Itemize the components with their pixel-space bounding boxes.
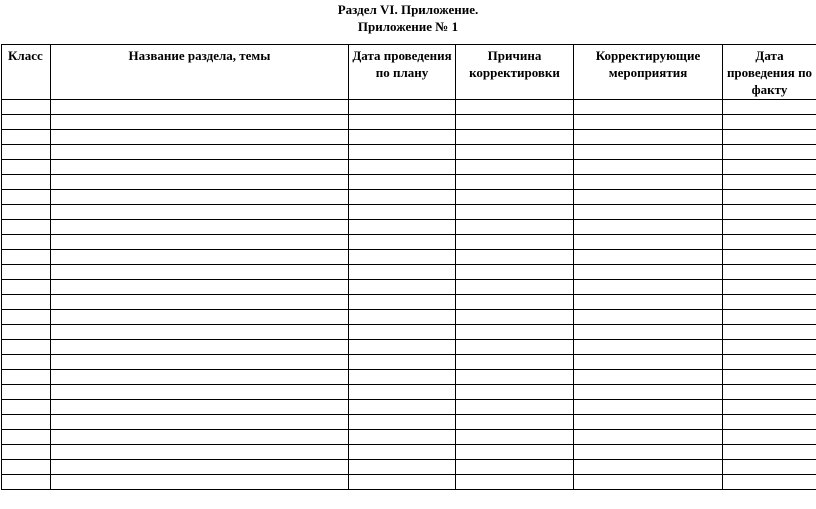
table-row (2, 280, 816, 295)
header-row (2, 45, 816, 100)
table-row (2, 370, 816, 385)
cell-corrective-measures (574, 205, 723, 220)
cell-class (2, 205, 51, 220)
cell-correction-reason (456, 415, 574, 430)
cell-topic (51, 445, 349, 460)
table-row (2, 235, 816, 250)
cell-planned-date (349, 460, 456, 475)
cell-class (2, 235, 51, 250)
table-row (2, 295, 816, 310)
cell-class (2, 385, 51, 400)
table-row (2, 190, 816, 205)
cell-actual-date (723, 325, 816, 340)
cell-actual-date (723, 190, 816, 205)
cell-topic (51, 220, 349, 235)
cell-actual-date (723, 385, 816, 400)
table-row (2, 175, 816, 190)
table-row (2, 415, 816, 430)
cell-topic (51, 130, 349, 145)
cell-planned-date (349, 325, 456, 340)
cell-correction-reason (456, 295, 574, 310)
cell-class (2, 280, 51, 295)
cell-actual-date (723, 445, 816, 460)
cell-corrective-measures (574, 220, 723, 235)
cell-planned-date (349, 265, 456, 280)
cell-correction-reason (456, 265, 574, 280)
table-body (2, 100, 816, 490)
cell-actual-date (723, 145, 816, 160)
cell-correction-reason (456, 340, 574, 355)
table-row (2, 250, 816, 265)
table-row (2, 430, 816, 445)
cell-planned-date (349, 295, 456, 310)
cell-class (2, 355, 51, 370)
cell-actual-date (723, 415, 816, 430)
header-corrective-measures: Корректирующие мероприятия (574, 45, 723, 100)
cell-actual-date (723, 340, 816, 355)
cell-planned-date (349, 280, 456, 295)
cell-topic (51, 115, 349, 130)
cell-topic (51, 355, 349, 370)
cell-correction-reason (456, 220, 574, 235)
cell-actual-date (723, 295, 816, 310)
cell-corrective-measures (574, 235, 723, 250)
cell-actual-date (723, 265, 816, 280)
cell-topic (51, 190, 349, 205)
cell-planned-date (349, 445, 456, 460)
table-row (2, 100, 816, 115)
cell-class (2, 145, 51, 160)
cell-class (2, 460, 51, 475)
cell-planned-date (349, 100, 456, 115)
cell-actual-date (723, 475, 816, 490)
table-row (2, 340, 816, 355)
cell-correction-reason (456, 130, 574, 145)
cell-class (2, 220, 51, 235)
cell-class (2, 115, 51, 130)
cell-actual-date (723, 400, 816, 415)
cell-corrective-measures (574, 280, 723, 295)
cell-topic (51, 400, 349, 415)
cell-topic (51, 310, 349, 325)
cell-planned-date (349, 235, 456, 250)
cell-class (2, 325, 51, 340)
cell-planned-date (349, 415, 456, 430)
cell-topic (51, 235, 349, 250)
cell-correction-reason (456, 190, 574, 205)
table-row (2, 115, 816, 130)
cell-corrective-measures (574, 430, 723, 445)
table-row (2, 265, 816, 280)
cell-correction-reason (456, 280, 574, 295)
cell-corrective-measures (574, 460, 723, 475)
cell-planned-date (349, 250, 456, 265)
cell-correction-reason (456, 370, 574, 385)
cell-corrective-measures (574, 325, 723, 340)
cell-planned-date (349, 205, 456, 220)
cell-planned-date (349, 160, 456, 175)
cell-actual-date (723, 235, 816, 250)
cell-corrective-measures (574, 100, 723, 115)
appendix-title: Приложение № 1 (357, 19, 459, 34)
cell-actual-date (723, 460, 816, 475)
cell-class (2, 475, 51, 490)
cell-correction-reason (456, 175, 574, 190)
table-row (2, 160, 816, 175)
cell-actual-date (723, 100, 816, 115)
cell-topic (51, 175, 349, 190)
cell-correction-reason (456, 325, 574, 340)
cell-actual-date (723, 250, 816, 265)
cell-planned-date (349, 385, 456, 400)
cell-class (2, 100, 51, 115)
cell-corrective-measures (574, 385, 723, 400)
cell-corrective-measures (574, 400, 723, 415)
cell-class (2, 190, 51, 205)
cell-actual-date (723, 370, 816, 385)
header-topic: Название раздела, темы (51, 45, 349, 100)
header-correction-reason: Причина корректировки (456, 45, 574, 100)
cell-class (2, 400, 51, 415)
table-row (2, 460, 816, 475)
header-actual-date: Дата проведения по факту (723, 45, 816, 100)
table-row (2, 325, 816, 340)
cell-corrective-measures (574, 250, 723, 265)
table-row (2, 445, 816, 460)
cell-actual-date (723, 130, 816, 145)
table-row (2, 400, 816, 415)
cell-corrective-measures (574, 355, 723, 370)
cell-planned-date (349, 310, 456, 325)
cell-planned-date (349, 190, 456, 205)
cell-topic (51, 340, 349, 355)
correction-table (1, 44, 816, 490)
cell-corrective-measures (574, 145, 723, 160)
table-row (2, 205, 816, 220)
cell-class (2, 265, 51, 280)
cell-actual-date (723, 280, 816, 295)
cell-class (2, 310, 51, 325)
cell-corrective-measures (574, 295, 723, 310)
cell-topic (51, 415, 349, 430)
header-planned-date: Дата проведения по плану (349, 45, 456, 100)
cell-corrective-measures (574, 415, 723, 430)
cell-topic (51, 250, 349, 265)
cell-actual-date (723, 115, 816, 130)
cell-correction-reason (456, 205, 574, 220)
cell-planned-date (349, 130, 456, 145)
table-row (2, 355, 816, 370)
cell-correction-reason (456, 160, 574, 175)
cell-planned-date (349, 340, 456, 355)
cell-planned-date (349, 145, 456, 160)
cell-topic (51, 205, 349, 220)
cell-actual-date (723, 430, 816, 445)
cell-corrective-measures (574, 445, 723, 460)
cell-corrective-measures (574, 190, 723, 205)
cell-class (2, 415, 51, 430)
table-row (2, 385, 816, 400)
cell-correction-reason (456, 145, 574, 160)
cell-correction-reason (456, 355, 574, 370)
cell-corrective-measures (574, 340, 723, 355)
cell-correction-reason (456, 100, 574, 115)
cell-planned-date (349, 175, 456, 190)
cell-planned-date (349, 430, 456, 445)
cell-corrective-measures (574, 310, 723, 325)
cell-corrective-measures (574, 175, 723, 190)
cell-correction-reason (456, 475, 574, 490)
cell-corrective-measures (574, 160, 723, 175)
table-row (2, 220, 816, 235)
cell-topic (51, 385, 349, 400)
table-row (2, 475, 816, 490)
cell-actual-date (723, 160, 816, 175)
cell-planned-date (349, 475, 456, 490)
cell-actual-date (723, 355, 816, 370)
cell-correction-reason (456, 250, 574, 265)
cell-topic (51, 430, 349, 445)
cell-topic (51, 460, 349, 475)
cell-class (2, 160, 51, 175)
cell-corrective-measures (574, 115, 723, 130)
cell-topic (51, 370, 349, 385)
cell-correction-reason (456, 460, 574, 475)
header-class: Класс (2, 45, 51, 100)
cell-class (2, 430, 51, 445)
cell-class (2, 175, 51, 190)
cell-topic (51, 295, 349, 310)
cell-planned-date (349, 355, 456, 370)
cell-class (2, 370, 51, 385)
cell-actual-date (723, 310, 816, 325)
cell-correction-reason (456, 310, 574, 325)
cell-class (2, 445, 51, 460)
cell-topic (51, 145, 349, 160)
cell-class (2, 130, 51, 145)
cell-planned-date (349, 400, 456, 415)
cell-planned-date (349, 115, 456, 130)
cell-topic (51, 100, 349, 115)
cell-correction-reason (456, 385, 574, 400)
cell-planned-date (349, 220, 456, 235)
cell-planned-date (349, 370, 456, 385)
cell-topic (51, 475, 349, 490)
cell-topic (51, 160, 349, 175)
cell-corrective-measures (574, 265, 723, 280)
table-row (2, 130, 816, 145)
cell-correction-reason (456, 400, 574, 415)
cell-topic (51, 265, 349, 280)
cell-topic (51, 325, 349, 340)
cell-class (2, 250, 51, 265)
cell-correction-reason (456, 445, 574, 460)
cell-class (2, 295, 51, 310)
table-row (2, 310, 816, 325)
cell-actual-date (723, 220, 816, 235)
cell-corrective-measures (574, 370, 723, 385)
cell-topic (51, 280, 349, 295)
cell-correction-reason (456, 115, 574, 130)
cell-corrective-measures (574, 475, 723, 490)
cell-actual-date (723, 175, 816, 190)
cell-correction-reason (456, 430, 574, 445)
section-title: Раздел VI. Приложение. (337, 2, 479, 17)
cell-class (2, 340, 51, 355)
cell-actual-date (723, 205, 816, 220)
cell-corrective-measures (574, 130, 723, 145)
cell-correction-reason (456, 235, 574, 250)
table-row (2, 145, 816, 160)
